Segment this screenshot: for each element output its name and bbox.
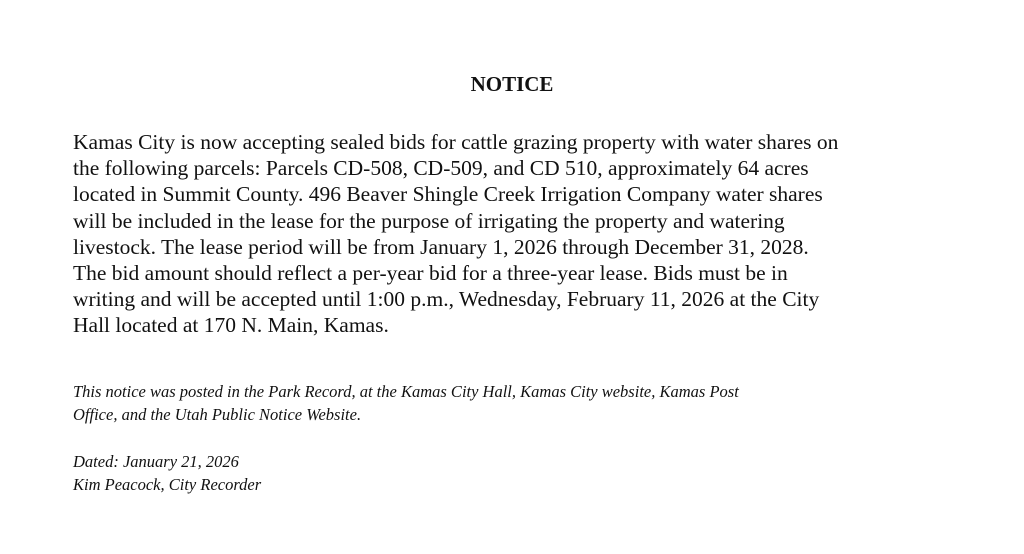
body-line: writing and will be accepted until 1:00 p.m., Wednesday, February 11, 2026 at the City [73,287,820,312]
note-line: Office, and the Utah Public Notice Website. [73,405,362,424]
body-line: will be included in the lease for the purpose of irrigating the property and watering [73,208,785,233]
body-line: Kamas City is now accepting sealed bids for cattle grazing property with water shares on [73,130,839,154]
signatory-line: Kim Peacock, City Recorder [73,475,262,494]
posting-note [73,380,739,426]
body-line: livestock. The lease period will be from January 1, 2026 through December 31, 2028. [73,234,809,259]
notice-body [73,129,838,339]
signature-block [73,450,261,496]
dated-line: Dated: January 21, 2026 [73,452,239,471]
notice-title: NOTICE [470,72,554,96]
note-line: This notice was posted in the Park Record, at the Kamas City Hall, Kamas City website, Kamas Post [73,382,739,401]
body-line: the following parcels: Parcels CD-508, CD-509, and CD 510, approximately 64 acres [73,156,809,181]
body-line: located in Summit County. 496 Beaver Shingle Creek Irrigation Company water shares [73,182,823,207]
body-line: Hall located at 170 N. Main, Kamas. [73,313,389,338]
body-line: The bid amount should reflect a per-year bid for a three-year lease. Bids must be in [73,261,788,286]
